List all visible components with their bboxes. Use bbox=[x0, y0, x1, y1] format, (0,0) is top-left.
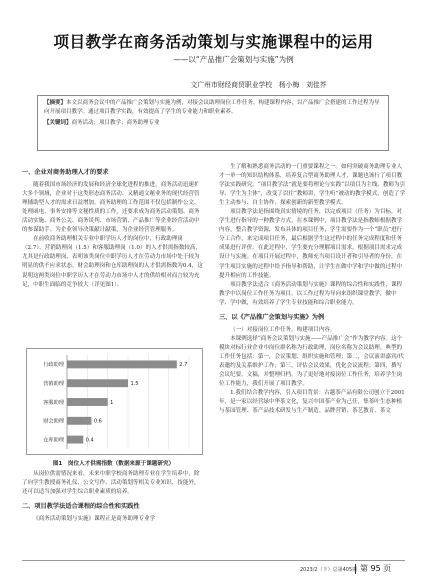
right-paragraph-2: 项目教学法是指围绕真实情境的任务，以完成项目（任务）为目标，对学生进行指导的一种教学方式。在本课例中，项目教学法是指教师根据教学内容，整合教学资源，发布具体的项目任务，学生需要作为一个“职员”进行分工合作，来完成项目任务，最后根据学生这过程中的任务完成程度和任务成果进行评价。在此过程中，学生要充分理解项目需求，根据项目需求完成设计与实施。在项目开展过程中，教师充当项目设计者和引导者的身份，在学生项目实施的过程中给予指导和帮助，让学生在做中学和学中做的过程中提升相应的工作技能。 bbox=[219, 209, 403, 279]
left-paragraph-4: 《商务活动策划与实施》课程正是商务助理专业学 bbox=[33, 516, 156, 523]
category-label: 营销助理 bbox=[43, 381, 64, 387]
category-label: 客服助理 bbox=[43, 399, 64, 406]
keywords-text: 商务活动；项目教学；商务助理专业 bbox=[71, 120, 160, 127]
figure-caption: 图1 岗位人才供需指数（数据来源于课题研究） bbox=[52, 461, 175, 467]
abstract-box bbox=[37, 95, 389, 151]
footer-issue: 2023/2（下）总第405期 bbox=[300, 567, 358, 573]
left-paragraph-1: 随着我国市场经济的发展和经济全球化进程的推进，商务活动迅速扩大多个领域，企业对于这类形态商务活动、又精通文秘业务的现代经营管理辅助型人才的需求日益增加。商务助理的工作范围不仅包括制作公文、处理函电、事务安排等文秘性质的工作，还要求成为商务活动策划、商务活动实施、商务公关、商务谈判、市场营销、产品推广等企业经营活动中的参谋助手。为企业领导决策献计献策，为企业经营管理服务。 bbox=[22, 182, 200, 234]
section-heading-3: 三、以《产品推广会策划与实施》为例 bbox=[219, 313, 325, 321]
data-label: 2.7 bbox=[179, 362, 188, 369]
keywords-line bbox=[44, 119, 382, 128]
footer-rule bbox=[22, 560, 405, 561]
left-column bbox=[22, 163, 205, 290]
right-column bbox=[219, 163, 405, 416]
bar bbox=[67, 398, 108, 406]
data-label: 1 bbox=[110, 399, 114, 406]
article-title: 项目教学在商务活动策划与实施课程中的运用 bbox=[53, 32, 374, 51]
abstract-label: 【摘要】 bbox=[44, 100, 67, 106]
keywords-label: 【关键词】 bbox=[44, 120, 72, 127]
bar-chart bbox=[27, 349, 203, 455]
subsection-heading-1: （一）对接岗位工作任务，构建项目内容。 bbox=[230, 326, 336, 333]
abstract-text: 本文以商务会议中的产品推广会策划与实施为例，对接会议助理岗位工作任务，构建课程内容，以产品推广会搭建的工作过程为导向开展项目教学。通过项目教学实践，有效提高了学生的专业能力和职业素养。 bbox=[44, 100, 380, 115]
category-label: 行政助理 bbox=[43, 362, 64, 369]
right-paragraph-5: 1.我们结合教学内容，引入项目背景：古越茶产品有限公司创立于2001年，是一家以经营绿中华茶文化，复兴中国茶产业为己任，集茶叶生态种植与茶园管理、茶产品技术研发与生产制造、品牌营销、茶艺教育、茶文 bbox=[219, 390, 405, 415]
bar-chart-figure bbox=[26, 348, 203, 455]
data-label: 1.5 bbox=[130, 381, 139, 387]
section-heading-2: 二、项目教学法适合课程的综合性和实践性 bbox=[22, 503, 140, 511]
data-label: 0.4 bbox=[85, 437, 94, 444]
bar bbox=[67, 417, 91, 425]
left-paragraph-3: 从岗位供需情况来看，未来中职学校商务助理专业在学生培养中，除了向学生教授商务礼仪、公文写作、活动策划等相关专业知识、技能外，还可以适当加强对学生综合职业素质的培养。 bbox=[22, 471, 200, 496]
bar bbox=[67, 360, 177, 368]
author-line: 文广州市财经商贸职业学校 杨小梅 刘佳芥 bbox=[190, 81, 327, 89]
article-subtitle: ——以“产品推广会策划与实施”为例 bbox=[173, 55, 294, 64]
category-label: 财会助理 bbox=[43, 418, 64, 425]
abstract-paragraph bbox=[44, 99, 382, 116]
section-heading-1: 一、企业对商务助理人才的要求 bbox=[22, 169, 109, 176]
footer-separator bbox=[355, 564, 356, 574]
bar bbox=[67, 436, 83, 444]
data-label: 0.6 bbox=[93, 418, 102, 425]
page-number: 第 95 页 bbox=[360, 564, 392, 573]
left-paragraph-2: 在前收商务助理相关专业中职学历人才的岗位中，行政助理岗（2.7）、营销助理岗（1.5）和客服助理岗（1.0）的人才供需指数较高，尤其是行政助理岗，表明该类岗位中职学历人才在劳动力市场中处于较为明显的供不应求状态。财会助理岗和仓库助理岗的人才供需指数为0.4，这说明这两类岗位中职学历人才在劳动力市场中人才的供给相对而言较为充足，中职生面临的竞争较大（详见图1）。 bbox=[22, 236, 203, 288]
left-column-lower bbox=[22, 470, 205, 524]
bar bbox=[67, 379, 128, 387]
right-paragraph-4: 本课例选择“商务会议策划与实施——产品推广会”作为教学内容。这个模块对标行业企业中岗位群名称为行政助理，岗位名称为会议助理。典型的工作任务包括：第一，会议策划、组织实施和管理；第二，会议演讲嘉宾/代表邀约及关系维护工作；第三，评估会议效果，优化会议流程；第四，撰写会议纪要、文稿，并整理归档。为了更好地对接岗位工作任务，培养学生岗位工作能力，我们开展了项目教学。 bbox=[219, 335, 404, 388]
category-label: 仓库助理 bbox=[43, 437, 64, 444]
right-paragraph-3: 项目教学法适合《商务活动策划与实施》课程的综合性和实践性，课程教学中以岗位工作任务为项目，以工作过程为导向来组织课堂教学，做中学、学中做，有效培养了学生专业技能和综合职业能力。 bbox=[219, 281, 403, 306]
right-paragraph-1: 生了解和熟悉商务活动的一门重要课程之一。如何突破商务助理专业人才一单一的知识结构体系，培养复合型商务助理人才，课题也该行了项目教学法实践研究。“项目教学法”就是要将理论与实践“以项目为主线、教师为引导、学生为主体”，改变了以往“教师讲，学生听”被动的教学模式，创造了学生主动参与、自主协作、探索创新的新型教学模式。 bbox=[219, 164, 406, 207]
